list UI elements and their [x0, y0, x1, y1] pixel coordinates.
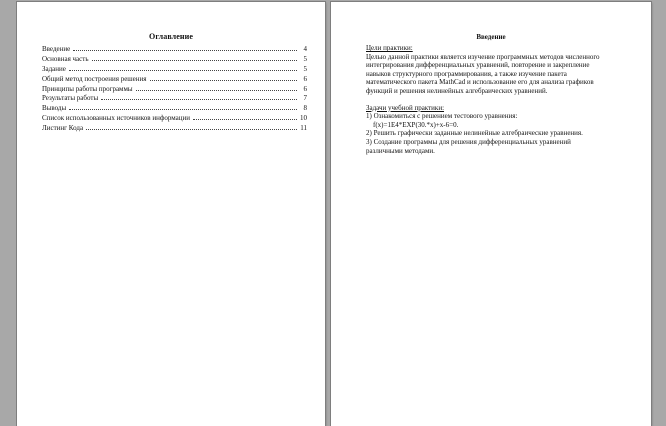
toc-dot-leader	[150, 80, 297, 81]
toc-entry-page: 5	[303, 54, 307, 63]
toc-entry	[42, 65, 307, 75]
toc-entry-label: Листинг Кода	[42, 124, 84, 133]
toc-entry-page: 6	[303, 84, 307, 93]
toc-entry-page: 6	[303, 74, 307, 83]
toc-entry	[42, 85, 307, 95]
toc-entry-label: Список использованных источников информации	[42, 114, 191, 123]
goals-heading: Цели практики:	[366, 44, 413, 52]
goals-line: интегрирования дифференциальных уравнений, повторение и закрепление	[366, 61, 590, 70]
toc-entry-label: Общий метод построения решения	[42, 74, 147, 83]
toc-entry-label: Результаты работы	[42, 94, 99, 103]
toc-list	[42, 45, 307, 134]
goals-line: функций и решения нелинейных алгебраических уравнений.	[366, 86, 548, 95]
toc-dot-leader	[136, 90, 297, 91]
introduction-title: Введение	[476, 33, 506, 41]
toc-dot-leader	[193, 119, 297, 120]
toc-entry	[42, 75, 307, 85]
introduction-page	[331, 2, 651, 426]
task-item: 3) Создание программы для решения дифференциальных уравнений	[366, 137, 571, 146]
task-item: 2) Решить графически заданные нелинейные алгебраические уравнения.	[366, 129, 583, 138]
toc-entry-page: 5	[303, 64, 307, 73]
toc-entry	[42, 94, 307, 104]
test-equation: f(x)=1E4*EXP(30.*x)+x-6=0.	[373, 120, 459, 129]
toc-dot-leader	[86, 129, 297, 130]
toc-entry	[42, 124, 307, 134]
toc-dot-leader	[69, 109, 297, 110]
toc-entry	[42, 114, 307, 124]
toc-entry-page: 11	[300, 124, 307, 133]
toc-entry-page: 4	[303, 45, 307, 53]
toc-entry	[42, 45, 307, 55]
goals-line: навыков структурного программирования, а также изучение пакета	[366, 69, 567, 78]
toc-title: Оглавление	[149, 32, 193, 41]
toc-dot-leader	[101, 99, 297, 100]
toc-dot-leader	[92, 60, 297, 61]
toc-dot-leader	[69, 70, 297, 71]
toc-entry-page: 7	[303, 94, 307, 103]
toc-entry-label: Введение	[42, 45, 71, 53]
toc-entry-label: Основная часть	[42, 54, 89, 63]
toc-entry	[42, 55, 307, 65]
toc-entry-label: Принципы работы программы	[42, 84, 133, 93]
toc-dot-leader	[73, 50, 297, 51]
toc-entry-page: 8	[303, 104, 307, 113]
toc-entry-label: Задание	[42, 64, 66, 73]
tasks-heading: Задачи учебной практики:	[366, 103, 445, 112]
toc-entry-label: Выводы	[42, 104, 67, 113]
paragraph-spacer	[366, 96, 636, 104]
table-of-contents-page	[17, 2, 325, 426]
goals-line: математического пакета MathCad и использование его для анализа графиков	[366, 78, 594, 87]
task-item-continuation: различными методами.	[366, 146, 435, 155]
introduction-body	[366, 44, 636, 155]
goals-line: Целью данной практики является изучение программных методов численного	[366, 52, 600, 61]
toc-entry-page: 10	[300, 114, 307, 123]
task-item: 1) Ознакомиться с решением тестового уравнения:	[366, 112, 518, 121]
toc-entry	[42, 104, 307, 114]
